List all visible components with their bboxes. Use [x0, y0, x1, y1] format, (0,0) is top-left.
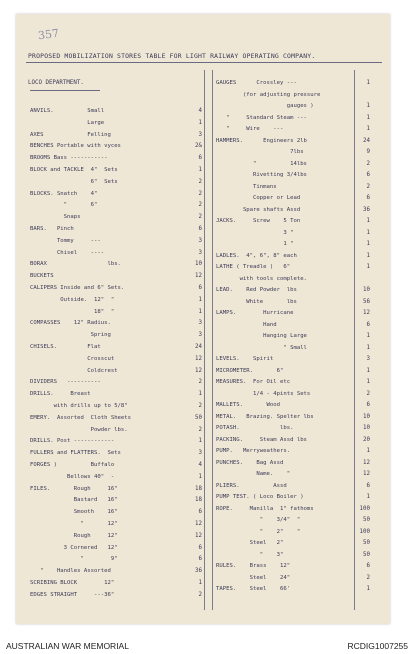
left-item-text: BUCKETS	[30, 273, 54, 280]
right-item-quantity: 2	[366, 160, 370, 167]
right-item-text: PUMP TEST. ( Loco Boiler )	[216, 494, 304, 500]
left-item-quantity: 12	[195, 521, 202, 527]
right-item-quantity: 1	[366, 264, 370, 270]
right-item-text: Name. "	[216, 471, 291, 477]
right-item-quantity: 1	[366, 379, 370, 385]
right-item-text: MICROMETER. 6"	[216, 367, 284, 374]
left-item-quantity: 1	[198, 308, 202, 315]
right-item-text: RULES. Brass 12"	[216, 563, 291, 569]
right-item-text: PUMP. Merryweathers.	[216, 448, 291, 454]
left-item-text: FORGES ) Buffalo	[30, 462, 115, 468]
right-item-text: White lbs	[216, 298, 297, 305]
left-item-quantity: 12	[195, 367, 202, 374]
left-item-text: BARS. Pinch	[30, 226, 74, 232]
archive-name: AUSTRALIAN WAR MEMORIAL	[6, 641, 129, 651]
right-item-quantity: 1	[366, 367, 370, 374]
right-item-text: LEVELS. Spirit	[216, 356, 274, 362]
archive-reference: RCDIG1007255	[347, 641, 408, 651]
left-item-text: Large	[30, 119, 105, 126]
right-item-text: " 3"	[216, 551, 284, 558]
left-item-text: 18" "	[30, 308, 115, 315]
left-item-text: Coldcrest	[30, 367, 118, 374]
left-item-text: Powder lbs.	[30, 426, 128, 433]
right-item-text: " Small	[216, 344, 307, 351]
header-underline	[30, 90, 100, 91]
left-item-quantity: 3	[198, 320, 202, 327]
left-item-text: Tommy ---	[30, 237, 101, 244]
right-item-text: Hand	[216, 321, 277, 328]
left-item-text: FILES. Rough 16"	[30, 485, 118, 492]
right-item-quantity: 50	[363, 551, 370, 558]
right-item-quantity: 20	[363, 436, 370, 443]
left-item-quantity: 6	[198, 509, 202, 516]
left-item-quantity: 2	[198, 379, 202, 386]
left-item-text: Bellows 40" -	[30, 473, 115, 480]
right-item-quantity: 6	[366, 482, 370, 489]
left-item-text: EMERY. Assorted Cloth Sheets	[30, 414, 132, 421]
left-item-quantity: 6	[198, 155, 202, 162]
right-item-text: TAPES. Steel 66'	[216, 586, 291, 592]
right-item-text: " Standard Steam ---	[216, 114, 307, 121]
right-item-quantity: 3	[366, 356, 370, 362]
left-item-text: EDGES STRAIGHT ---36"	[30, 591, 115, 598]
left-item-quantity: 2&	[195, 143, 202, 150]
right-item-quantity: 100	[359, 505, 370, 512]
left-item-text: Bastard 16"	[30, 497, 118, 504]
right-item-text: LAMPS. Hurricane	[216, 310, 294, 316]
left-item-quantity: 6	[198, 556, 202, 563]
right-item-text: LEAD. Red Powder lbs	[216, 287, 297, 293]
archive-footer	[0, 638, 414, 654]
left-item-text: FULLERS and FLATTERS. Sets	[30, 450, 121, 457]
left-item-quantity: 6	[198, 285, 202, 291]
column-divider	[212, 70, 213, 610]
right-item-quantity: 12	[363, 471, 370, 477]
right-item-text: PLIERS. Assd	[216, 482, 287, 489]
right-item-text: GAUGES Crossley ---	[216, 80, 297, 86]
right-item-quantity: 12	[363, 310, 370, 316]
right-item-quantity: 36	[363, 206, 370, 213]
left-item-text: " Handles Assorted	[30, 568, 111, 575]
right-item-quantity: 6	[366, 195, 370, 201]
left-item-text: SCRIBING BLOCK 12"	[30, 580, 115, 586]
left-item-text: Crosscut	[30, 355, 115, 362]
right-item-quantity: 1	[366, 218, 370, 224]
right-item-quantity: 9	[366, 149, 370, 155]
left-item-text: 3 Cornered 12"	[30, 544, 118, 551]
left-item-quantity: 1	[198, 119, 202, 126]
left-item-text: Outside. 12" "	[30, 296, 115, 303]
left-item-quantity: 18	[195, 485, 202, 492]
right-item-text: (for adjusting pressure	[216, 91, 321, 98]
left-item-quantity: 4	[198, 462, 202, 468]
right-item-quantity: 1	[366, 229, 370, 236]
left-item-text: DRILLS. Breast	[30, 391, 91, 398]
left-item-quantity: 2	[198, 178, 202, 185]
left-item-text: with drills up to 5/8"	[30, 403, 128, 409]
left-item-text: BLOCK and TACKLE 4" Sets	[30, 167, 118, 173]
right-item-quantity: 2	[366, 574, 370, 581]
left-item-text: Chisel ----	[30, 249, 105, 256]
left-item-quantity: 1	[198, 473, 202, 480]
left-item-text: DIVIDERS ----------	[30, 379, 101, 386]
right-item-quantity: 2	[366, 183, 370, 190]
left-item-quantity: 2	[198, 403, 202, 409]
right-item-text: 7lbs	[216, 149, 304, 155]
right-item-text: with tools complete.	[216, 275, 307, 282]
left-item-text: DRILLS. Post ------------	[30, 438, 115, 445]
right-item-text: PACKING. Steam Assd lbs	[216, 436, 307, 443]
left-item-text: CHISELS. Flat	[30, 344, 101, 350]
right-item-text: 1 "	[216, 241, 294, 247]
document-page	[16, 14, 390, 624]
right-item-quantity: 10	[363, 287, 370, 293]
left-item-text: " 6"	[30, 202, 98, 209]
left-column-header: LOCO DEPARTMENT.	[28, 80, 84, 86]
right-item-text: 3 "	[216, 229, 294, 236]
right-item-quantity: 50	[363, 540, 370, 546]
right-item-quantity: 6	[366, 402, 370, 408]
left-item-quantity: 1	[198, 296, 202, 303]
left-item-quantity: 24	[195, 344, 202, 350]
left-item-quantity: 1	[198, 391, 202, 398]
left-item-quantity: 50	[195, 414, 202, 421]
left-item-quantity: 18	[195, 497, 202, 504]
right-item-text: POTASH. lbs.	[216, 425, 294, 431]
right-item-text: " 3/4" "	[216, 517, 301, 523]
left-item-text: Snaps	[30, 214, 81, 221]
right-item-quantity: 1	[366, 333, 370, 339]
right-item-text: MEASURES. For Oil etc	[216, 379, 291, 385]
right-item-text: " 14lbs	[216, 160, 307, 167]
right-item-text: Rivetting 3/4lbs	[216, 172, 307, 178]
pencil-page-number: 357	[37, 26, 60, 43]
left-item-text: CALIPERS Inside and 6" Sets.	[30, 285, 125, 291]
left-item-quantity: 3	[198, 237, 202, 244]
left-item-text: 6" Sets	[30, 178, 118, 185]
left-item-quantity: 2	[198, 426, 202, 433]
left-item-quantity: 2	[198, 202, 202, 209]
right-item-text: Copper or Lead	[216, 195, 301, 201]
right-item-text: Steel 24"	[216, 574, 291, 581]
left-item-quantity: 1	[198, 438, 202, 445]
right-item-text: gauges )	[216, 103, 314, 109]
right-item-quantity: 1	[366, 80, 370, 86]
right-quantity-divider	[354, 70, 355, 610]
right-item-quantity: 50	[363, 517, 370, 523]
left-item-quantity: 12	[195, 532, 202, 539]
right-item-text: Tinmans	[216, 183, 277, 190]
right-item-text: Steel 2"	[216, 540, 284, 546]
left-item-quantity: 1	[198, 580, 202, 586]
left-item-quantity: 2	[198, 591, 202, 598]
left-item-text: Rough 12"	[30, 532, 118, 539]
left-item-quantity: 3	[198, 332, 202, 339]
left-item-quantity: 3	[198, 450, 202, 457]
right-item-text: HAMMERS. Engineers 2lb	[216, 137, 307, 144]
right-item-quantity: 56	[363, 298, 370, 305]
right-item-quantity: 1	[366, 344, 370, 351]
right-item-quantity: 6	[366, 172, 370, 178]
right-item-quantity: 100	[359, 528, 370, 535]
right-item-quantity: 1	[366, 586, 370, 592]
left-item-quantity: 3	[198, 249, 202, 256]
right-item-text: LATHE ( Treadle ) 6"	[216, 264, 291, 270]
left-item-quantity: 6	[198, 544, 202, 551]
right-item-quantity: 1	[366, 494, 370, 500]
left-item-text: Spring	[30, 332, 111, 339]
right-item-text: MALLETS. Wood	[216, 402, 280, 408]
left-item-quantity: 4	[198, 108, 202, 114]
right-item-text: " Wire ---	[216, 126, 284, 132]
right-item-text: ROPE. Manilla 1" fathoms	[216, 505, 314, 512]
left-quantity-divider	[204, 70, 205, 610]
left-item-quantity: 36	[195, 568, 202, 575]
left-item-text: Smooth 16"	[30, 509, 118, 516]
right-item-quantity: 1	[366, 241, 370, 247]
right-item-quantity: 1	[366, 448, 370, 454]
right-item-quantity: 1	[366, 103, 370, 109]
left-item-text: BROOMS Bass -----------	[30, 155, 108, 162]
right-item-text: METAL. Brazing. Spelter lbs	[216, 413, 314, 420]
left-item-quantity: 12	[195, 273, 202, 280]
right-item-text: Hanging Large	[216, 333, 307, 339]
right-item-quantity: 10	[363, 425, 370, 431]
left-item-quantity: 12	[195, 355, 202, 362]
right-item-text: Spare shafts Assd	[216, 206, 301, 213]
left-item-quantity: 6	[198, 226, 202, 232]
left-item-quantity: 1	[198, 167, 202, 173]
document-title: PROPOSED MOBILIZATION STORES TABLE FOR LIGHT RAILWAY OPERATING COMPANY.	[28, 52, 316, 60]
right-item-quantity: 24	[363, 137, 370, 144]
right-item-text: JACKS. Screw 5 Ton	[216, 218, 301, 224]
right-item-quantity: 6	[366, 563, 370, 569]
title-rule	[26, 62, 382, 63]
right-item-quantity: 12	[363, 459, 370, 466]
right-item-quantity: 2	[366, 390, 370, 397]
right-item-text: LADLES. 4", 6", 8" each	[216, 252, 297, 259]
left-item-quantity: 10	[195, 261, 202, 268]
left-item-text: " 12"	[30, 521, 118, 527]
right-item-quantity: 1	[366, 114, 370, 121]
left-item-text: BLOCKS. Snatch 4"	[30, 190, 98, 197]
right-item-text: 1/4 - 4pints Sets	[216, 390, 311, 397]
left-item-text: BENCHES Portable with vyces	[30, 143, 121, 150]
left-item-quantity: 2	[198, 190, 202, 197]
right-item-quantity: 10	[363, 413, 370, 420]
left-item-text: BORAX lbs.	[30, 261, 121, 268]
left-item-text: COMPASSES 12" Radius.	[30, 320, 111, 327]
right-item-quantity: 1	[366, 252, 370, 259]
right-item-quantity: 6	[366, 321, 370, 328]
left-item-quantity: 3	[198, 131, 202, 138]
right-item-text: PUNCHES. Bag Assd	[216, 459, 284, 466]
left-item-text: ANVILS. Small	[30, 108, 105, 114]
left-item-text: " 9"	[30, 556, 118, 563]
left-item-quantity: 2	[198, 214, 202, 221]
right-item-text: " 2" "	[216, 528, 301, 535]
right-item-quantity: 1	[366, 126, 370, 132]
left-item-text: AXES Felling	[30, 131, 111, 138]
